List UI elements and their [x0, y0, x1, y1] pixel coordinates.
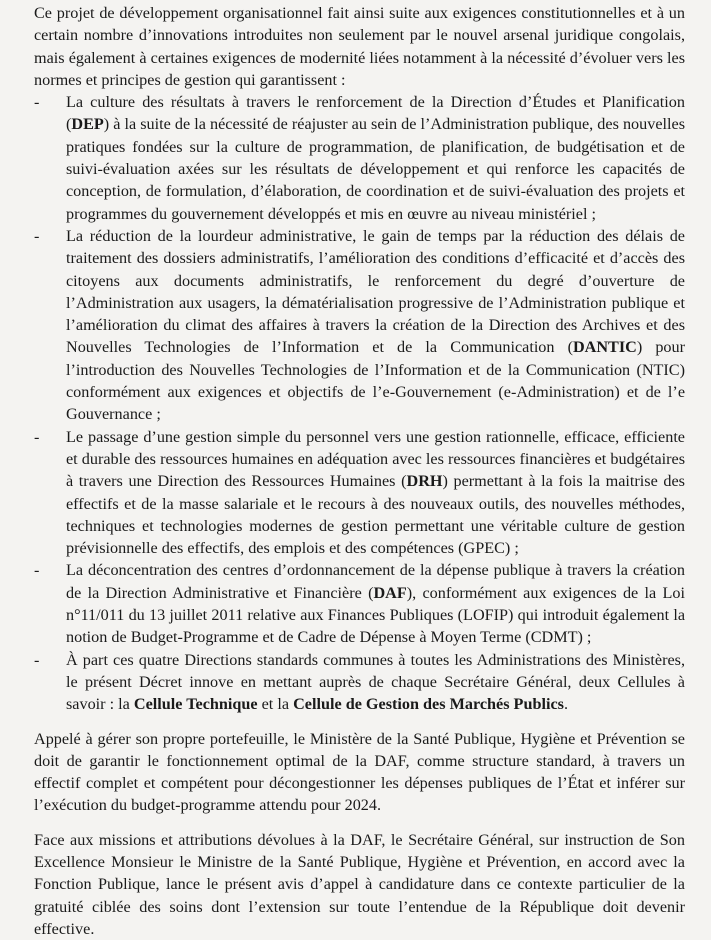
bullet-item-daf: - La déconcentration des centres d’ordonnancement de la dépense publique à travers la création de la Direction Administrative et Financière (DAF), conformément aux exigences de la Loi n°11/011 du 13 juillet 2011 relative aux Finances Publiques (LOFIP) qui introduit également la notion de Budget-Programme et de Cadre de Dépense à Moyen Terme (CDMT) ;: [34, 561, 685, 647]
bullet-item-drh: - Le passage d’une gestion simple du personnel vers une gestion rationnelle, efficace, efficiente et durable des ressources humaines en adéquation avec les ressources financières et budgétaires à travers une Direction des Ressources Humaines (DRH) permettant à la fois la maitrise des effectifs et de la masse salariale et le recours à des nouveaux outils, des nouvelles méthodes, techniques et technologies modernes de gestion permettant une véritable culture de gestion prévisionnelle des effectifs, des emplois et des compétences (GPEC) ;: [34, 427, 685, 558]
bullet-list: [34, 91, 685, 715]
acronym-dantic: DANTIC: [572, 338, 637, 357]
acronym-drh: DRH: [406, 472, 443, 491]
bullet-dash: -: [34, 561, 40, 580]
bullet-item-dep: - La culture des résultats à travers le renforcement de la Direction d’Études et Planification (DEP) à la suite de la nécessité de réajuster au sein de l’Administration publique, des nouvelles pratiques fondées sur la culture de programmation, de planification, de budgétisation et de suivi-évaluation axées sur les résultats de développement et qui renforce les capacités de conception, de formulation, d’élaboration, de coordination et de suivi-évaluation des projets et programmes du gouvernement développés et mis en œuvre au niveau ministériel ;: [34, 93, 685, 223]
acronym-daf: DAF: [373, 583, 407, 602]
paragraph-daf-portfolio: Appelé à gérer son propre portefeuille, le Ministère de la Santé Publique, Hygiène et Prévention se doit de garantir le fonctionnement optimal de la DAF, comme structure standard, à travers un effectif complet et compétent pour décongestionner les dépenses publiques de l’État et inférer sur l’exécution du budget-programme attendu pour 2024.: [34, 729, 685, 815]
bullet-dash: -: [34, 93, 40, 112]
acronym-dep: DEP: [71, 115, 104, 134]
bullet-item-dantic: - La réduction de la lourdeur administrative, le gain de temps par la réduction des délais de traitement des dossiers administratifs, l’amélioration des conditions d’efficacité et d’accès des citoyens aux documents administratifs, le renforcement du degré d’ouverture de l’Administration aux usagers, la dématérialisation progressive de l’Administration publique et l’amélioration du climat des affaires à travers la création de la Direction des Archives et des Nouvelles Technologies de l’Information et de la Communication (DANTIC) pour l’introduction des Nouvelles Technologies de l’Information et de la Communication (NTIC) conformément aux exigences et objectifs de l’e-Gouvernement (e-Administration) et de l’e Gouvernance ;: [34, 226, 685, 424]
bullet-dash: -: [34, 226, 40, 245]
cellule-marches-publics: Cellule de Gestion des Marchés Publics: [293, 695, 564, 714]
paragraph-call-for-applications: Face aux missions et attributions dévolues à la DAF, le Secrétaire Général, sur instruction de Son Excellence Monsieur le Ministre de la Santé Publique, Hygiène et Prévention, en accord avec la Fonction Publique, lance le présent avis d’appel à candidature dans ce contexte particulier de la gratuité ciblée des soins dont l’extension sur toute l’entendue de la République doit devenir effective.: [34, 830, 685, 938]
cellule-technique: Cellule Technique: [133, 695, 258, 714]
bullet-item-cellules: - À part ces quatre Directions standards communes à toutes les Administrations des Ministères, le présent Décret innove en mettant auprès de chaque Secrétaire Général, deux Cellules à savoir : la Cellule Technique et la Cellule de Gestion des Marchés Publics.: [34, 650, 685, 714]
bullet-dash: -: [34, 650, 40, 669]
intro-paragraph: Ce projet de développement organisationnel fait ainsi suite aux exigences constitutionnelles et à un certain nombre d’innovations introduites non seulement par le nouvel arsenal juridique congolais, mais également à certaines exigences de modernité liées notamment à la nécessité d’évoluer vers les normes et principes de gestion qui garantissent :: [34, 4, 685, 89]
bullet-dash: -: [34, 427, 40, 446]
